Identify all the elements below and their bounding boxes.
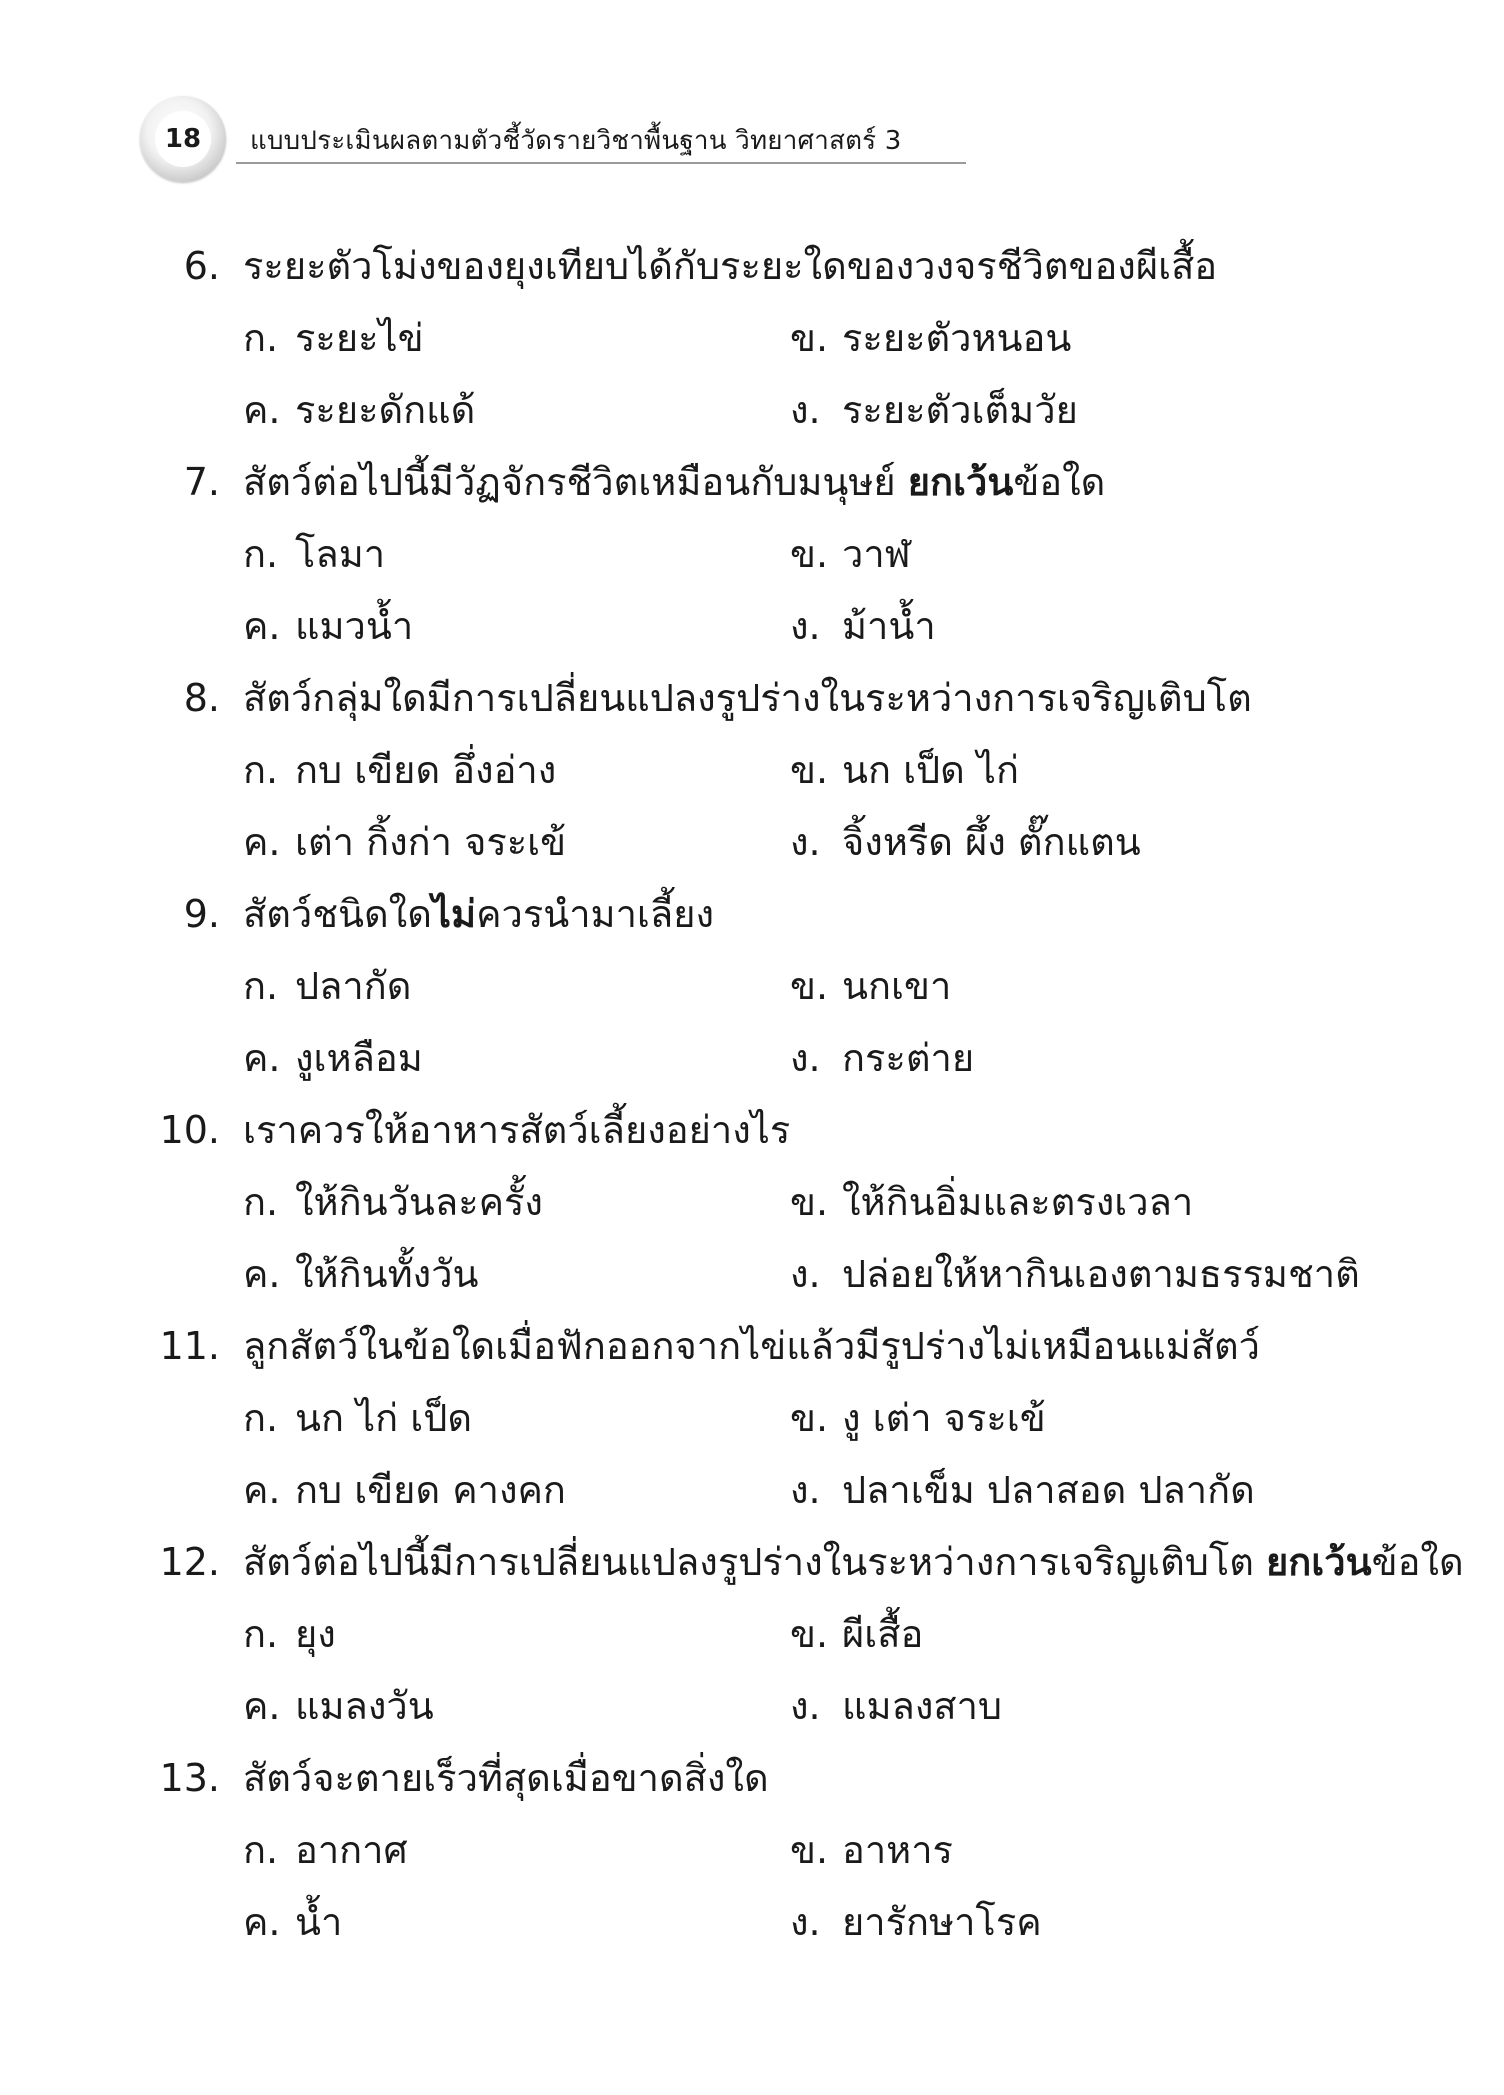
option-letter: ข.: [790, 1612, 829, 1656]
question-text: [243, 452, 1105, 512]
page-number: 18: [155, 111, 211, 167]
option-letter: ง.: [790, 1684, 821, 1728]
option-text: ยุง: [295, 1612, 336, 1656]
question-text: [243, 1316, 1260, 1376]
option-letter: ข.: [790, 1180, 829, 1224]
answer-option: [243, 524, 385, 584]
header-title: แบบประเมินผลตามตัวชี้วัดรายวิชาพื้นฐาน วิทยาศาสตร์ 3: [250, 126, 902, 156]
option-text: โลมา: [295, 532, 386, 576]
option-text: ปลากัด: [295, 964, 412, 1008]
question-item: [0, 668, 1504, 884]
option-letter: ข.: [790, 1828, 829, 1872]
option-text: เต่า กิ้งก่า จระเข้: [295, 820, 567, 864]
question-text-emphasis: ยกเว้น: [1266, 1540, 1372, 1584]
option-letter: ง.: [790, 820, 821, 864]
option-letter: ข.: [790, 1396, 829, 1440]
question-text-main: สัตว์ต่อไปนี้มีการเปลี่ยนแปลงรูปร่างในระหว่างการเจริญเติบโต: [243, 1540, 1267, 1584]
question-text-emphasis: ยกเว้น: [907, 460, 1014, 504]
option-letter: ก.: [243, 1180, 279, 1224]
option-text: ระยะดักแด้: [295, 388, 476, 432]
question-number: 6.: [183, 244, 220, 288]
answer-option: [790, 524, 911, 584]
question-text: [243, 668, 1252, 728]
option-letter: ค.: [243, 388, 281, 432]
option-letter: ข.: [790, 532, 829, 576]
option-letter: ก.: [243, 532, 279, 576]
answer-option: [243, 1172, 543, 1232]
answer-option: [790, 1604, 923, 1664]
option-text: งู เต่า จระเข้: [842, 1396, 1046, 1440]
option-text: ม้าน้ำ: [842, 604, 936, 648]
option-letter: ง.: [790, 604, 821, 648]
question-number: 10.: [159, 1108, 220, 1152]
option-text: ยารักษาโรค: [842, 1900, 1042, 1944]
option-text: ระยะตัวหนอน: [842, 316, 1072, 360]
option-letter: ค.: [243, 1900, 281, 1944]
answer-option: [790, 380, 1078, 440]
option-text: นก ไก่ เป็ด: [295, 1396, 473, 1440]
option-letter: ง.: [790, 1900, 821, 1944]
option-letter: ข.: [790, 316, 829, 360]
answer-option: [243, 956, 411, 1016]
option-text: ระยะไข่: [295, 316, 424, 360]
answer-option: [790, 308, 1071, 368]
answer-option: [790, 1172, 1193, 1232]
question-text-emphasis: ไม่: [431, 892, 477, 936]
answer-option: [790, 1244, 1360, 1304]
option-text: ให้กินอิ่มและตรงเวลา: [842, 1180, 1194, 1224]
question-number: 8.: [183, 676, 220, 720]
option-letter: ค.: [243, 1036, 281, 1080]
question-text: [243, 1748, 769, 1808]
answer-option: [243, 1244, 479, 1304]
question-item: [0, 1748, 1504, 1964]
question-text-main: สัตว์กลุ่มใดมีการเปลี่ยนแปลงรูปร่างในระหว่างการเจริญเติบโต: [243, 676, 1252, 720]
option-text: วาฬ: [842, 532, 911, 576]
option-letter: ก.: [243, 748, 279, 792]
option-letter: ค.: [243, 1684, 281, 1728]
option-letter: ค.: [243, 604, 281, 648]
answer-option: [243, 1892, 342, 1952]
option-letter: ง.: [790, 1252, 821, 1296]
question-number: 12.: [159, 1540, 220, 1584]
question-text-main: สัตว์ชนิดใด: [243, 892, 432, 936]
question-number: 9.: [183, 892, 220, 936]
question-text-main: สัตว์จะตายเร็วที่สุดเมื่อขาดสิ่งใด: [243, 1756, 769, 1800]
option-text: ปลาเข็ม ปลาสอด ปลากัด: [842, 1468, 1255, 1512]
question-item: [0, 884, 1504, 1100]
option-text: งูเหลือม: [295, 1036, 423, 1080]
answer-option: [243, 1028, 423, 1088]
question-text-main: เราควรให้อาหารสัตว์เลี้ยงอย่างไร: [243, 1108, 791, 1152]
option-letter: ข.: [790, 964, 829, 1008]
option-text: ผีเสื้อ: [842, 1612, 924, 1656]
option-text: จิ้งหรีด ผึ้ง ตั๊กแตน: [842, 820, 1141, 864]
answer-option: [790, 1388, 1046, 1448]
option-letter: ก.: [243, 964, 279, 1008]
answer-option: [790, 740, 1019, 800]
question-text: [243, 1100, 790, 1160]
page-number-badge: [140, 96, 226, 182]
answer-option: [243, 1460, 566, 1520]
question-text-main: สัตว์ต่อไปนี้มีวัฏจักรชีวิตเหมือนกับมนุษย์: [243, 460, 908, 504]
answer-option: [243, 812, 566, 872]
answer-option: [243, 1604, 336, 1664]
answer-option: [790, 1028, 974, 1088]
question-number: 13.: [159, 1756, 220, 1800]
answer-option: [243, 308, 424, 368]
option-letter: ค.: [243, 1468, 281, 1512]
option-text: ให้กินวันละครั้ง: [295, 1180, 543, 1224]
answer-option: [790, 1820, 953, 1880]
option-text: ปล่อยให้หากินเองตามธรรมชาติ: [842, 1252, 1360, 1296]
answer-option: [790, 596, 936, 656]
option-letter: ง.: [790, 1036, 821, 1080]
option-letter: ค.: [243, 1252, 281, 1296]
answer-option: [790, 1460, 1255, 1520]
option-text: กบ เขียด อึ่งอ่าง: [295, 748, 557, 792]
answer-option: [243, 380, 475, 440]
question-text-main: ลูกสัตว์ในข้อใดเมื่อฟักออกจากไข่แล้วมีรูปร่างไม่เหมือนแม่สัตว์: [243, 1324, 1260, 1368]
answer-option: [243, 1676, 434, 1736]
answer-option: [790, 812, 1141, 872]
option-letter: ก.: [243, 1828, 279, 1872]
question-item: [0, 1100, 1504, 1316]
answer-option: [790, 1676, 1002, 1736]
answer-option: [790, 956, 951, 1016]
page-header: [140, 96, 902, 186]
option-text: ระยะตัวเต็มวัย: [842, 388, 1078, 432]
question-text-tail: ข้อใด: [1371, 1540, 1464, 1584]
question-item: [0, 1316, 1504, 1532]
option-letter: ข.: [790, 748, 829, 792]
option-text: แมลงสาบ: [842, 1684, 1003, 1728]
answer-option: [243, 1388, 472, 1448]
question-item: [0, 1532, 1504, 1748]
question-item: [0, 236, 1504, 452]
answer-option: [790, 1892, 1042, 1952]
question-number: 7.: [183, 460, 220, 504]
option-text: อากาศ: [295, 1828, 408, 1872]
question-text: [243, 884, 714, 944]
option-text: นกเขา: [842, 964, 952, 1008]
question-item: [0, 452, 1504, 668]
answer-option: [243, 1820, 408, 1880]
option-letter: ก.: [243, 316, 279, 360]
option-text: กบ เขียด คางคก: [295, 1468, 566, 1512]
option-text: กระต่าย: [842, 1036, 975, 1080]
question-text-tail: ควรนำมาเลี้ยง: [476, 892, 715, 936]
option-letter: ง.: [790, 388, 821, 432]
question-text: [243, 236, 1217, 296]
option-text: แมวน้ำ: [295, 604, 414, 648]
option-text: อาหาร: [842, 1828, 953, 1872]
option-letter: ค.: [243, 820, 281, 864]
option-text: น้ำ: [295, 1900, 343, 1944]
question-text: [243, 1532, 1464, 1592]
option-letter: ก.: [243, 1612, 279, 1656]
answer-option: [243, 596, 413, 656]
question-text-main: ระยะตัวโม่งของยุงเทียบได้กับระยะใดของวงจรชีวิตของผีเสื้อ: [243, 244, 1218, 288]
option-text: นก เป็ด ไก่: [842, 748, 1020, 792]
question-text-tail: ข้อใด: [1013, 460, 1106, 504]
question-number: 11.: [159, 1324, 220, 1368]
option-letter: ง.: [790, 1468, 821, 1512]
option-text: แมลงวัน: [295, 1684, 434, 1728]
option-letter: ก.: [243, 1396, 279, 1440]
option-text: ให้กินทั้งวัน: [295, 1252, 479, 1296]
answer-option: [243, 740, 556, 800]
header-divider: [236, 162, 966, 164]
